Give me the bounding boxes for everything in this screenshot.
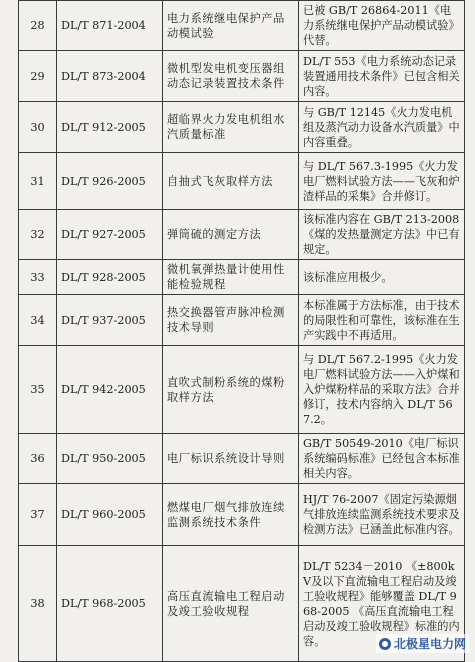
row-number: 31 bbox=[19, 153, 57, 210]
table-row bbox=[19, 102, 465, 153]
standard-note: 该标准应用极少。 bbox=[299, 260, 465, 295]
standard-code: DL/T 960-2005 bbox=[57, 484, 163, 546]
standard-code: DL/T 912-2005 bbox=[57, 102, 163, 153]
table-row bbox=[19, 434, 465, 484]
standards-table-body bbox=[19, 1, 465, 662]
table-row bbox=[19, 51, 465, 102]
standard-note: 该标准内容在 GB/T 213-2008《煤的发热量测定方法》中已有规定。 bbox=[299, 210, 465, 260]
standard-code: DL/T 950-2005 bbox=[57, 434, 163, 484]
standard-note: 与 DL/T 567.2-1995《火力发电厂燃料试验方法——入炉煤和入炉煤粉样品的采取方法》合并修订，技术内容纳入 DL/T 567.2。 bbox=[299, 346, 465, 434]
bjx-logo-icon bbox=[379, 638, 391, 650]
watermark bbox=[376, 634, 469, 653]
standard-title: 微机型发电机变压器组动态记录装置技术条件 bbox=[163, 51, 299, 102]
standard-note: 与 DL/T 567.3-1995《火力发电厂燃料试验方法——飞灰和炉渣样品的采集》合并修订。 bbox=[299, 153, 465, 210]
row-number: 29 bbox=[19, 51, 57, 102]
standard-title: 弹筒硫的测定方法 bbox=[163, 210, 299, 260]
standard-title: 直吹式制粉系统的煤粉取样方法 bbox=[163, 346, 299, 434]
standard-code: DL/T 928-2005 bbox=[57, 260, 163, 295]
table-row bbox=[19, 210, 465, 260]
standard-title: 热交换器管声脉冲检测技术导则 bbox=[163, 295, 299, 346]
watermark-text: 北极星电力网 bbox=[393, 637, 466, 651]
row-number: 34 bbox=[19, 295, 57, 346]
row-number: 30 bbox=[19, 102, 57, 153]
row-number: 32 bbox=[19, 210, 57, 260]
standards-table bbox=[18, 0, 465, 662]
standard-code: DL/T 871-2004 bbox=[57, 1, 163, 51]
standard-title: 自抽式飞灰取样方法 bbox=[163, 153, 299, 210]
standard-code: DL/T 968-2005 bbox=[57, 546, 163, 662]
standard-title: 超临界火力发电机组水汽质量标准 bbox=[163, 102, 299, 153]
standard-code: DL/T 942-2005 bbox=[57, 346, 163, 434]
table-row bbox=[19, 153, 465, 210]
table-row bbox=[19, 295, 465, 346]
standard-title: 电厂标识系统设计导则 bbox=[163, 434, 299, 484]
standard-title: 电力系统继电保护产品动模试验 bbox=[163, 1, 299, 51]
standard-note: HJ/T 76-2007《固定污染源烟气排放连续监测系统技术要求及检测方法》已涵盖此标准内容。 bbox=[299, 484, 465, 546]
standard-note: DL/T 5234－2010 《±800kV及以下直流输电工程启动及竣工验收规程》能够覆盖 DL/T 968-2005 《高压直流输电工程启动及竣工验收规程》标准的内容。 bbox=[299, 546, 465, 662]
standard-note: 已被 GB/T 26864-2011《电力系统继电保护产品动模试验》代替。 bbox=[299, 1, 465, 51]
row-number: 37 bbox=[19, 484, 57, 546]
table-row bbox=[19, 346, 465, 434]
standard-note: DL/T 553《电力系统动态记录装置通用技术条件》已包含相关内容。 bbox=[299, 51, 465, 102]
standard-note: 与 GB/T 12145《火力发电机组及蒸汽动力设备水汽质量》中内容重叠。 bbox=[299, 102, 465, 153]
standard-code: DL/T 937-2005 bbox=[57, 295, 163, 346]
standard-note: GB/T 50549-2010《电厂标识系统编码标准》已经包含本标准相关内容。 bbox=[299, 434, 465, 484]
row-number: 33 bbox=[19, 260, 57, 295]
standard-title: 微机氧弹热量计使用性能检验规程 bbox=[163, 260, 299, 295]
standard-note: 本标准属于方法标准，由于技术的局限性和可靠性，该标准在生产实践中不再适用。 bbox=[299, 295, 465, 346]
standard-code: DL/T 927-2005 bbox=[57, 210, 163, 260]
standard-title: 燃煤电厂烟气排放连续监测系统技术条件 bbox=[163, 484, 299, 546]
row-number: 35 bbox=[19, 346, 57, 434]
row-number: 38 bbox=[19, 546, 57, 662]
standard-code: DL/T 926-2005 bbox=[57, 153, 163, 210]
row-number: 28 bbox=[19, 1, 57, 51]
standard-title: 高压直流输电工程启动及竣工验收规程 bbox=[163, 546, 299, 662]
row-number: 36 bbox=[19, 434, 57, 484]
table-row bbox=[19, 484, 465, 546]
standard-code: DL/T 873-2004 bbox=[57, 51, 163, 102]
table-row bbox=[19, 1, 465, 51]
table-row bbox=[19, 260, 465, 295]
